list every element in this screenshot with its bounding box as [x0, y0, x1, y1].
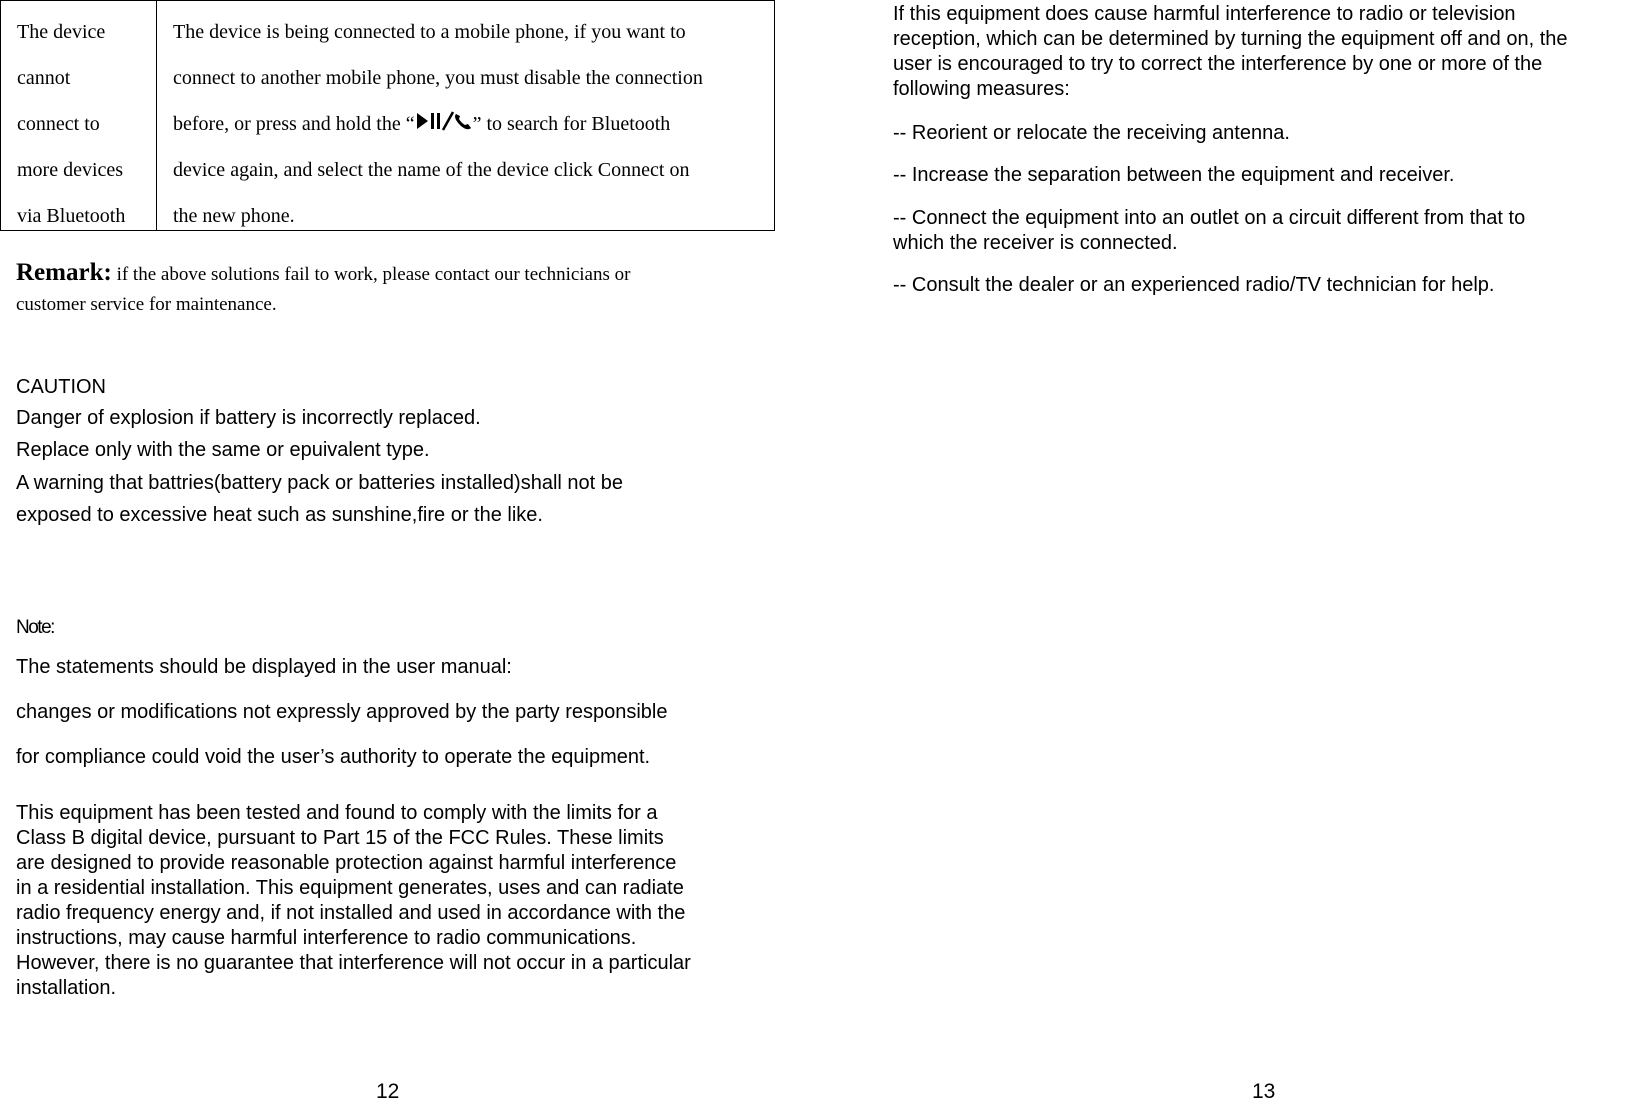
intro-line: reception, which can be determined by turning the equipment off and on, the — [893, 28, 1568, 50]
note-heading: Note: — [16, 617, 54, 638]
measure-line: -- Increase the separation between the equipment and receiver. — [893, 164, 1455, 186]
fcc-line: instructions, may cause harmful interference to radio communications. — [16, 927, 637, 949]
fcc-line: installation. — [16, 977, 117, 999]
remark-paragraph — [16, 258, 756, 320]
caution-line: Replace only with the same or epuivalent type. — [16, 439, 430, 461]
remark-text: customer service for maintenance. — [16, 294, 277, 315]
fcc-line: This equipment has been tested and found to comply with the limits for a — [16, 802, 658, 824]
play-pause-phone-icon — [415, 110, 473, 132]
measure-line: which the receiver is connected. — [893, 232, 1178, 254]
problem-line: cannot — [17, 67, 71, 89]
fcc-line: However, there is no guarantee that interference will not occur in a particular — [16, 952, 691, 974]
caution-line: Danger of explosion if battery is incorrectly replaced. — [16, 407, 481, 429]
interference-intro — [893, 2, 1633, 102]
problem-line: connect to — [17, 113, 100, 135]
solution-line: the new phone. — [173, 205, 295, 227]
fcc-line: in a residential installation. This equipment generates, uses and can radiate — [16, 877, 684, 899]
page-number-left: 12 — [376, 1080, 400, 1103]
solution-text-after-icon: ” to search for Bluetooth — [472, 113, 671, 135]
measure-line: -- Consult the dealer or an experienced radio/TV technician for help. — [893, 274, 1495, 296]
caution-line: exposed to excessive heat such as sunshine,fire or the like. — [16, 504, 543, 526]
fcc-line: are designed to provide reasonable protection against harmful interference — [16, 852, 677, 874]
fcc-line: radio frequency energy and, if not installed and used in accordance with the — [16, 902, 686, 924]
measure-item — [893, 121, 1633, 146]
fcc-compliance-paragraph — [16, 801, 786, 1001]
fcc-line: Class B digital device, pursuant to Part 15 of the FCC Rules. These limits — [16, 827, 664, 849]
problem-line: more devices — [17, 159, 124, 181]
solution-cell — [173, 9, 768, 239]
note-line: for compliance could void the user’s authority to operate the equipment. — [16, 746, 651, 768]
solution-line: connect to another mobile phone, you must disable the connection — [173, 67, 703, 89]
troubleshooting-table — [0, 0, 775, 231]
remark-label: Remark: — [16, 259, 112, 286]
solution-line — [173, 101, 768, 147]
page-number-right: 13 — [1252, 1080, 1276, 1103]
table-column-divider — [156, 1, 157, 230]
caution-heading: CAUTION — [16, 376, 106, 398]
caution-line: A warning that battries(battery pack or batteries installed)shall not be — [16, 472, 623, 494]
solution-text-before-icon: before, or press and hold the “ — [173, 113, 415, 135]
measure-line: -- Reorient or relocate the receiving antenna. — [893, 122, 1290, 144]
problem-cell — [17, 9, 152, 239]
intro-line: user is encouraged to try to correct the interference by one or more of the — [893, 53, 1543, 75]
solution-line: device again, and select the name of the device click Connect on — [173, 159, 690, 181]
intro-line: If this equipment does cause harmful interference to radio or television — [893, 3, 1516, 25]
problem-line: via Bluetooth — [17, 205, 126, 227]
measure-item — [893, 206, 1633, 256]
intro-line: following measures: — [893, 78, 1070, 100]
note-line: changes or modifications not expressly approved by the party responsible — [16, 701, 668, 723]
measure-item — [893, 163, 1633, 188]
measure-line: -- Connect the equipment into an outlet on a circuit different from that to — [893, 207, 1526, 229]
note-line: The statements should be displayed in the user manual: — [16, 656, 512, 678]
measure-item — [893, 273, 1633, 298]
remark-text: if the above solutions fail to work, please contact our technicians or — [111, 264, 631, 285]
solution-line: The device is being connected to a mobile phone, if you want to — [173, 21, 686, 43]
problem-line: The device — [17, 21, 106, 43]
